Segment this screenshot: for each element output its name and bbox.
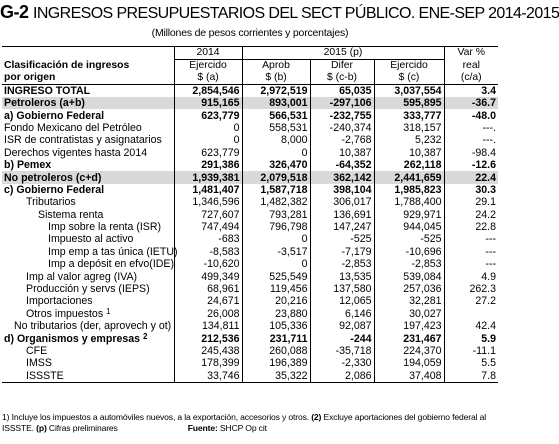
row-value: 893,001 (242, 97, 310, 109)
row-value (444, 308, 498, 320)
row-value: 262.3 (444, 283, 498, 295)
revenue-table (2, 46, 498, 383)
row-label-text: INGRESO TOTAL (4, 85, 91, 97)
row-value: 197,423 (374, 320, 444, 332)
table-row (2, 345, 498, 357)
header-label-2: por origen (4, 72, 56, 83)
source-text: SHCP Op cit (217, 423, 267, 433)
row-value: -64,352 (310, 159, 374, 171)
header-empty (2, 47, 174, 60)
footnote-marker-2: (2) (311, 412, 322, 422)
row-value: 37,408 (374, 370, 444, 383)
row-value: --- (444, 246, 498, 258)
row-label (2, 109, 174, 121)
row-label-text: CFE (26, 345, 48, 357)
row-label (2, 332, 174, 344)
row-label-text: c) Gobierno Federal (4, 183, 105, 196)
row-value: 0 (242, 147, 310, 159)
row-label (2, 122, 174, 134)
row-value: 2,079,518 (242, 171, 310, 183)
row-value: -2,853 (374, 258, 444, 270)
header-row-cols (2, 60, 498, 73)
row-label (2, 184, 174, 196)
row-label (2, 245, 178, 258)
row-label (2, 308, 174, 320)
row-value: 539,084 (374, 270, 444, 282)
row-value: 32,281 (374, 295, 444, 307)
row-value: 10,387 (310, 147, 374, 159)
row-value: 260,088 (242, 345, 310, 357)
row-value: 1,788,400 (374, 196, 444, 208)
row-label (2, 147, 174, 159)
header-col-ejercido-2015: Ejercido (374, 60, 444, 73)
row-value: -10,696 (374, 246, 444, 258)
row-value: -525 (310, 233, 374, 245)
row-label-text: Derechos vigentes hasta 2014 (4, 146, 148, 159)
title-code: G-2 (0, 2, 29, 22)
table-row (2, 134, 498, 146)
row-value: 33,746 (174, 370, 242, 383)
table-row (2, 85, 498, 98)
row-label (2, 159, 174, 171)
table-row (2, 122, 498, 134)
table-row (2, 196, 498, 208)
source-label: Fuente: (187, 423, 218, 433)
row-value: 105,336 (242, 320, 310, 332)
row-value: 10,387 (374, 147, 444, 159)
row-value: 30,027 (374, 308, 444, 320)
subtitle: (Millones de pesos corrientes y porcentajes) (151, 27, 349, 39)
footnote-text-2c: Cifras preliminares (46, 423, 118, 433)
table-row (2, 320, 498, 332)
row-label (2, 134, 174, 146)
row-value: 5.9 (444, 332, 498, 344)
row-label-text: Tributarios (26, 196, 76, 209)
row-value: 0 (242, 258, 310, 270)
row-value: 727,607 (174, 209, 242, 221)
row-value: 26,008 (174, 308, 242, 320)
row-value: 30.3 (444, 184, 498, 196)
header-col-difer: Difer (310, 60, 374, 73)
row-value: 13,535 (310, 270, 374, 282)
row-value: 231,467 (374, 332, 444, 344)
page-title (0, 2, 559, 26)
row-value: 499,349 (174, 270, 242, 282)
row-value: -2,853 (310, 258, 374, 270)
row-value: 27.2 (444, 295, 498, 307)
footnote-ref: 1 (106, 306, 111, 316)
footnote-line-1 (2, 412, 498, 423)
row-label (2, 97, 174, 109)
row-value: 525,549 (242, 270, 310, 282)
row-value: 623,779 (174, 147, 242, 159)
row-value: ---. (444, 122, 498, 134)
row-value: 20,216 (242, 295, 310, 307)
row-value: 929,971 (374, 209, 444, 221)
row-value: -3,517 (242, 246, 310, 258)
row-value: 595,895 (374, 97, 444, 109)
row-value: -35,718 (310, 345, 374, 357)
row-label (2, 370, 174, 383)
header-unit-cb: $ (c-b) (310, 72, 374, 85)
row-label-text: Sistema renta (38, 208, 104, 221)
row-value: 42.4 (444, 320, 498, 332)
row-value: 29.1 (444, 196, 498, 208)
row-value: 231,711 (242, 332, 310, 344)
header-col-aprob: Aprob (242, 60, 310, 73)
table-row (2, 109, 498, 121)
row-value: -297,106 (310, 97, 374, 109)
row-label-text: No petroleros (c+d) (4, 171, 102, 184)
row-value: 7.8 (444, 370, 498, 383)
row-value: 178,399 (174, 357, 242, 369)
row-value: 2,972,519 (242, 85, 310, 98)
header-col-ejercido-2014: Ejercido (174, 60, 242, 73)
row-label-text: b) Pemex (4, 159, 52, 172)
row-value: 8,000 (242, 134, 310, 146)
header-var: Var % (444, 47, 498, 60)
row-value: 944,045 (374, 221, 444, 233)
row-label-text: Petroleros (a+b) (4, 97, 85, 110)
row-value: 1,985,823 (374, 184, 444, 196)
table-row (2, 258, 498, 270)
row-label-text: No tributarios (der, aprovech y ot) (14, 320, 172, 333)
row-value: 793,281 (242, 209, 310, 221)
row-value: -11.1 (444, 345, 498, 357)
row-label (2, 270, 174, 282)
table-row (2, 283, 498, 295)
table-row (2, 270, 498, 282)
row-value: -7,179 (310, 246, 374, 258)
row-value: 333,777 (374, 109, 444, 121)
table-row (2, 97, 498, 109)
row-value: 194,059 (374, 357, 444, 369)
row-value: 196,389 (242, 357, 310, 369)
row-label (2, 233, 174, 245)
row-value: 747,494 (174, 221, 242, 233)
title-text: INGRESOS PRESUPUESTARIOS DEL SECT PÚBLICO. ENE-SEP 2014-2015 (32, 5, 559, 22)
row-label-text: Imp a depósit en efvo(IDE) (48, 258, 175, 271)
row-value: 2,854,546 (174, 85, 242, 98)
footnote (2, 412, 498, 434)
row-label (2, 171, 174, 183)
row-value: 65,035 (310, 85, 374, 98)
header-year-2014: 2014 (174, 47, 242, 60)
row-label-text: a) Gobierno Federal (4, 109, 105, 122)
row-value: 6,146 (310, 308, 374, 320)
row-value: -244 (310, 332, 374, 344)
row-value: 398,104 (310, 184, 374, 196)
row-label-text: Imp sobre la renta (ISR) (48, 221, 162, 234)
row-label-text: ISSSTE (26, 369, 64, 382)
row-label (2, 209, 174, 221)
row-value: 245,438 (174, 345, 242, 357)
row-value: -683 (174, 233, 242, 245)
table-row (2, 184, 498, 196)
table-row (2, 370, 498, 383)
row-label-text: Imp emp a tas única (IETU) (48, 245, 178, 258)
table-row (2, 246, 498, 258)
row-value: 0 (242, 233, 310, 245)
row-value: --- (444, 258, 498, 270)
row-value: 35,322 (242, 370, 310, 383)
row-value: 212,536 (174, 332, 242, 344)
header-year-2015: 2015 (p) (242, 47, 444, 60)
table-row (2, 147, 498, 159)
row-value: 566,531 (242, 109, 310, 121)
row-value: 1,482,382 (242, 196, 310, 208)
footnote-ref: 2 (142, 331, 148, 341)
header-row-units (2, 72, 498, 85)
row-value: 22.8 (444, 221, 498, 233)
row-value: -2,768 (310, 134, 374, 146)
row-value: 1,939,381 (174, 171, 242, 183)
table-row (2, 159, 498, 171)
row-value: -2,330 (310, 357, 374, 369)
row-value: 291,386 (174, 159, 242, 171)
row-value: 362,142 (310, 171, 374, 183)
table-row (2, 233, 498, 245)
row-label (2, 357, 174, 369)
row-value: ---. (444, 134, 498, 146)
row-value: 1,481,407 (174, 184, 242, 196)
row-value: 24.2 (444, 209, 498, 221)
row-label (2, 258, 174, 270)
row-value: 24,671 (174, 295, 242, 307)
table-row (2, 209, 498, 221)
row-value: 5.5 (444, 357, 498, 369)
row-label (2, 221, 174, 233)
row-label (2, 320, 174, 332)
row-value: 262,118 (374, 159, 444, 171)
row-value: -36.7 (444, 97, 498, 109)
row-value: 22.4 (444, 171, 498, 183)
footnote-text-2a: ISSSTE. (2, 423, 37, 433)
header-unit-c: $ (c) (374, 72, 444, 85)
row-value: 2,086 (310, 370, 374, 383)
row-value: 1,587,718 (242, 184, 310, 196)
row-label-text: Impuesto al activo (48, 233, 134, 246)
row-value: -8,583 (174, 246, 242, 258)
row-value: 558,531 (242, 122, 310, 134)
header-unit-b: $ (b) (242, 72, 310, 85)
header-unit-ca: (c/a) (444, 72, 498, 85)
row-label (2, 196, 174, 208)
table-row (2, 332, 498, 344)
footnote-line-2 (2, 423, 498, 434)
row-value: 224,370 (374, 345, 444, 357)
row-value: 147,247 (310, 221, 374, 233)
header-col-real: real (444, 60, 498, 73)
row-label-text: Producción y servs (IEPS) (26, 283, 150, 296)
row-value: 796,798 (242, 221, 310, 233)
table-row (2, 357, 498, 369)
row-label (2, 283, 174, 295)
row-label (2, 295, 174, 307)
row-value: -12.6 (444, 159, 498, 171)
row-label-text: ISR de contratistas y asignatarios (4, 134, 162, 147)
row-value: -232,755 (310, 109, 374, 121)
row-label-text: Importaciones (26, 295, 93, 308)
row-value: 3,037,554 (374, 85, 444, 98)
header-label-1: Clasificación de ingresos (4, 59, 130, 71)
row-value: 326,470 (242, 159, 310, 171)
row-label-text: Imp al valor agreg (IVA) (26, 270, 138, 283)
row-value: 0 (174, 122, 242, 134)
table-row (2, 221, 498, 233)
row-value: 5,232 (374, 134, 444, 146)
row-value: -240,374 (310, 122, 374, 134)
row-value: 915,165 (174, 97, 242, 109)
row-value: 92,087 (310, 320, 374, 332)
row-label-text: Otros impuestos (26, 307, 104, 320)
table-row (2, 295, 498, 307)
row-value: -48.0 (444, 109, 498, 121)
row-value: -10,620 (174, 258, 242, 270)
row-label (2, 345, 174, 357)
row-label-text: d) Organismos y empresas (4, 332, 141, 345)
row-value: -525 (374, 233, 444, 245)
row-value: 137,580 (310, 283, 374, 295)
row-value: 0 (174, 134, 242, 146)
row-label (2, 85, 174, 98)
footnote-text-1a: 1) Incluye los impuestos a automóviles nuevos, a la exportación, accesorios y otros. (2, 412, 312, 422)
header-row-years (2, 47, 498, 60)
footnote-marker-p: (p) (36, 423, 47, 433)
row-value: 1,346,596 (174, 196, 242, 208)
row-value: -98.4 (444, 147, 498, 159)
table-row (2, 171, 498, 183)
row-value: 119,456 (242, 283, 310, 295)
row-value: 318,157 (374, 122, 444, 134)
row-value: 134,811 (174, 320, 242, 332)
row-value: 623,779 (174, 109, 242, 121)
row-value: 306,017 (310, 196, 374, 208)
row-label-text: IMSS (26, 357, 52, 370)
row-value: 23,880 (242, 308, 310, 320)
row-value: 4.9 (444, 270, 498, 282)
row-value: 12,065 (310, 295, 374, 307)
row-label-text: Fondo Mexicano del Petróleo (4, 121, 142, 134)
row-value: 136,691 (310, 209, 374, 221)
row-value: 2,441,659 (374, 171, 444, 183)
footnote-text-1c: Excluye aportaciones del gobierno federal al (321, 412, 487, 422)
row-value: --- (444, 233, 498, 245)
row-value: 257,036 (374, 283, 444, 295)
row-value: 68,961 (174, 283, 242, 295)
row-value: 3.4 (444, 85, 498, 98)
header-unit-a: $ (a) (174, 72, 242, 85)
table-row (2, 308, 498, 320)
